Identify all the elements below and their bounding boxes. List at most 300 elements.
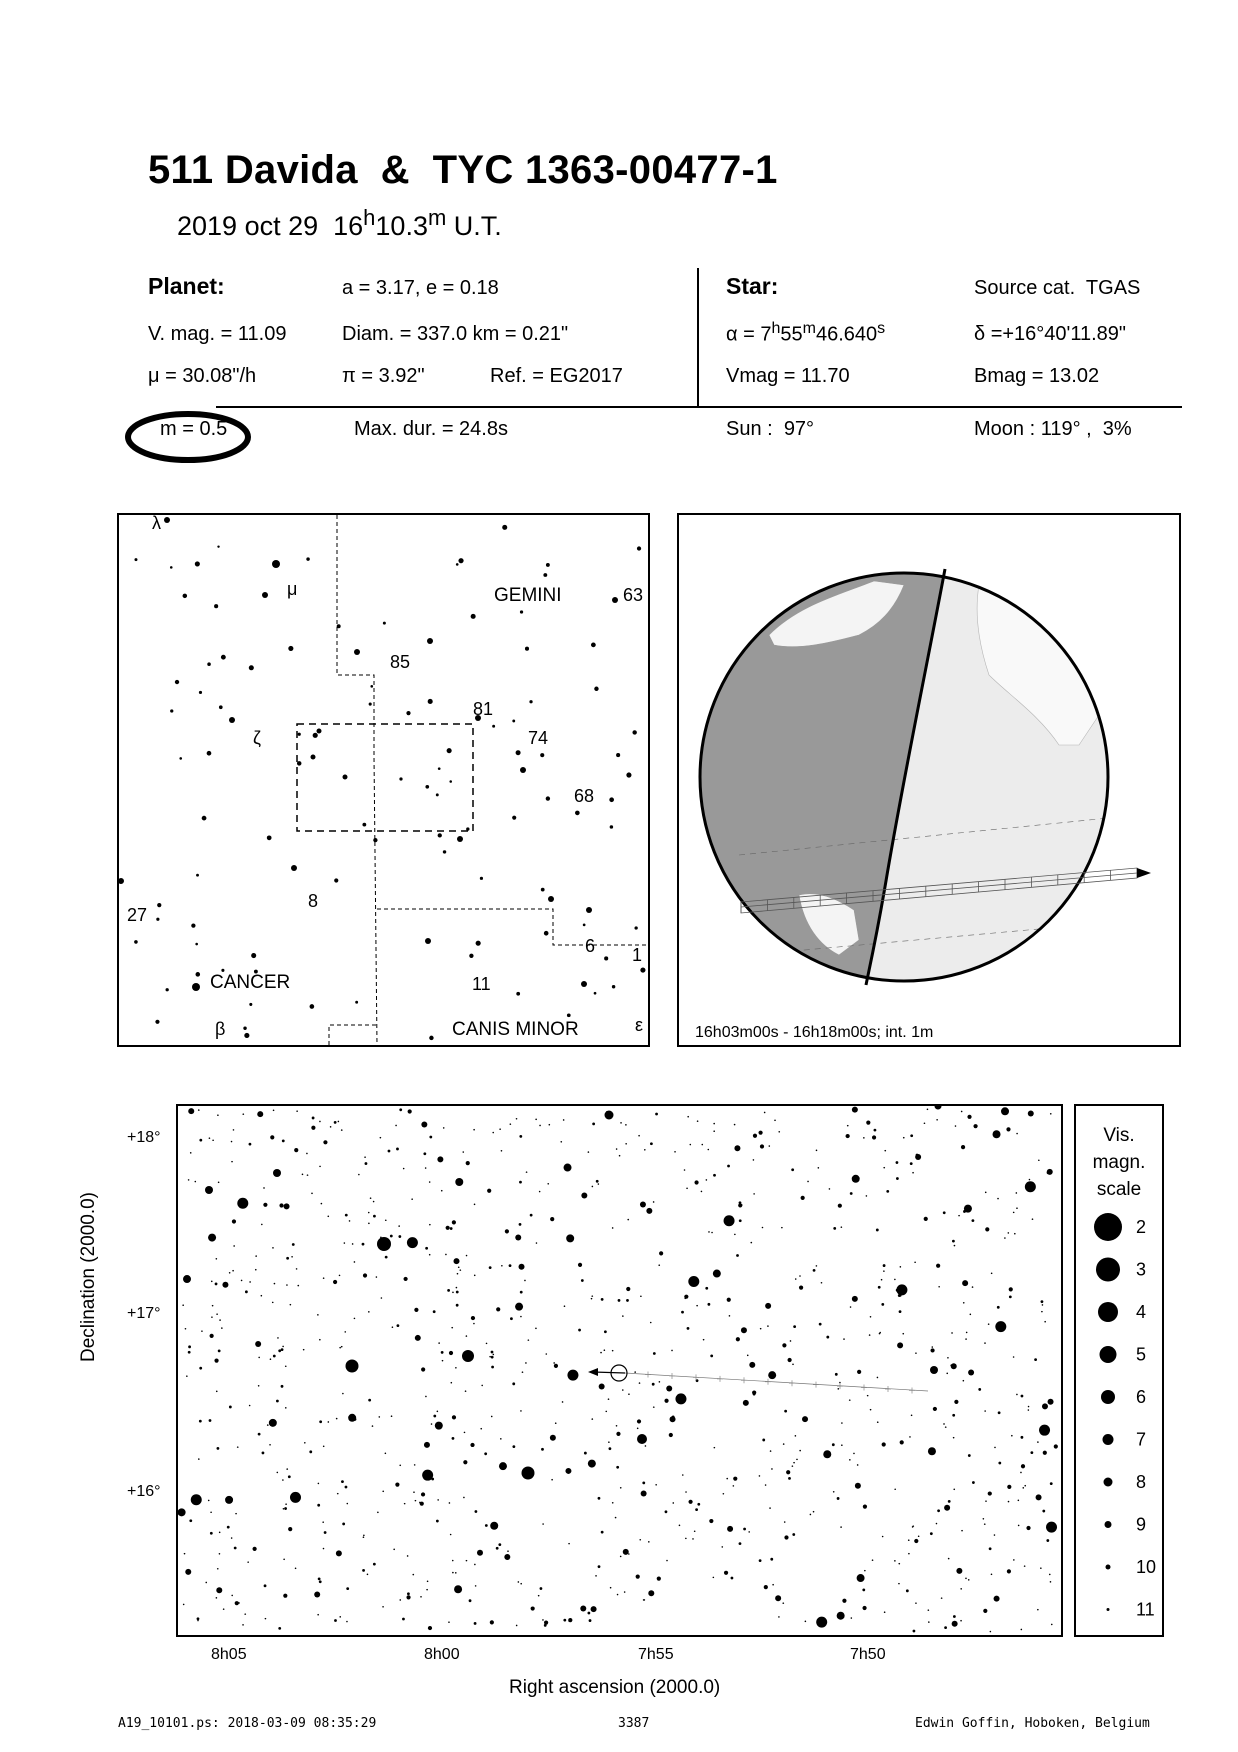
field-star <box>312 1117 315 1120</box>
field-star <box>209 1137 211 1139</box>
field-star <box>961 1530 963 1532</box>
field-star <box>653 1406 655 1408</box>
finder-star <box>243 1027 246 1030</box>
finder-star <box>425 938 431 944</box>
finder-star <box>640 968 645 973</box>
path-direction-arrow <box>1137 868 1151 878</box>
field-star <box>639 1382 641 1384</box>
field-star <box>821 1282 823 1284</box>
field-star <box>233 1245 235 1247</box>
field-star <box>852 1296 858 1302</box>
field-star <box>311 1126 315 1130</box>
field-star <box>1016 1394 1018 1396</box>
path-time-mark <box>645 1372 651 1378</box>
field-star <box>450 1534 452 1536</box>
field-star <box>1040 1567 1042 1569</box>
field-star <box>598 1183 600 1185</box>
field-star <box>263 1187 265 1189</box>
field-star <box>620 1487 622 1489</box>
finder-star <box>196 874 199 877</box>
star-vmag: Vmag = 11.70 <box>726 365 850 387</box>
field-star <box>491 1356 494 1359</box>
field-star <box>694 1530 696 1532</box>
field-star <box>637 1428 639 1430</box>
field-star <box>317 1614 319 1616</box>
finder-star <box>591 642 596 647</box>
field-star <box>186 1375 188 1377</box>
field-star <box>741 1327 747 1333</box>
field-star <box>362 1569 365 1572</box>
field-star <box>578 1263 582 1267</box>
field-star <box>626 1287 630 1291</box>
field-star <box>457 1273 459 1275</box>
field-star <box>283 1594 287 1598</box>
field-star <box>235 1513 237 1515</box>
field-star <box>538 1595 540 1597</box>
field-star <box>211 1316 213 1318</box>
field-star <box>542 1523 544 1525</box>
field-star <box>924 1217 928 1221</box>
field-star <box>707 1303 710 1306</box>
field-star <box>338 1121 340 1123</box>
field-star <box>352 1243 354 1245</box>
field-star <box>941 1597 943 1599</box>
field-star <box>616 1425 618 1427</box>
field-star <box>782 1602 784 1604</box>
field-star <box>985 1500 987 1502</box>
finder-star <box>298 733 301 736</box>
field-star <box>652 1383 655 1386</box>
field-star <box>446 1226 450 1230</box>
field-star <box>796 1459 798 1461</box>
field-star <box>427 1580 429 1582</box>
field-star <box>734 1234 736 1236</box>
field-star <box>948 1558 950 1560</box>
finder-star <box>313 733 318 738</box>
finder-star <box>355 1001 358 1004</box>
field-star <box>936 1119 938 1121</box>
finder-star <box>544 931 549 936</box>
field-star <box>801 1196 805 1200</box>
field-star <box>218 1349 221 1352</box>
field-star <box>684 1169 686 1171</box>
field-star <box>995 1321 1006 1332</box>
field-star <box>474 1564 476 1566</box>
field-star <box>216 1391 218 1393</box>
field-star <box>1020 1472 1022 1474</box>
field-star <box>1006 1127 1010 1131</box>
field-star <box>701 1144 703 1146</box>
field-star <box>309 1450 312 1453</box>
field-star <box>342 1393 344 1395</box>
field-star <box>223 1608 225 1610</box>
field-star <box>659 1251 663 1255</box>
field-star <box>452 1437 455 1440</box>
field-star <box>234 1547 237 1550</box>
field-star <box>568 1543 570 1545</box>
field-star <box>612 1502 614 1504</box>
field-star <box>373 1215 376 1218</box>
field-star <box>799 1450 801 1452</box>
field-star <box>349 1220 351 1222</box>
field-star <box>547 1183 549 1185</box>
field-star <box>685 1491 687 1493</box>
field-star <box>373 1563 376 1566</box>
field-star <box>402 1618 405 1621</box>
field-star <box>793 1325 796 1328</box>
field-star <box>601 1531 604 1534</box>
finder-star <box>529 700 532 703</box>
field-star <box>188 1179 190 1181</box>
field-star <box>670 1416 676 1422</box>
field-star <box>473 1323 475 1325</box>
field-star <box>1025 1181 1036 1192</box>
field-star <box>225 1496 233 1504</box>
field-star <box>626 1299 629 1302</box>
field-star <box>866 1195 868 1197</box>
field-star <box>931 1346 933 1348</box>
field-star <box>625 1143 627 1145</box>
field-star <box>688 1276 699 1287</box>
planet-vmag: V. mag. = 11.09 <box>148 323 287 345</box>
field-star <box>1009 1295 1012 1298</box>
field-star <box>318 1577 321 1580</box>
scale-label-2: 2 <box>1136 1217 1147 1237</box>
field-star <box>481 1385 483 1387</box>
field-star <box>936 1523 938 1525</box>
label-mu: μ <box>287 579 298 599</box>
scale-label-4: 4 <box>1136 1302 1147 1322</box>
scale-dot-10 <box>1106 1565 1111 1570</box>
field-star <box>288 1527 292 1531</box>
finder-star <box>546 796 550 800</box>
field-star <box>363 1273 367 1277</box>
field-star <box>604 1330 607 1333</box>
field-star <box>842 1599 846 1603</box>
field-star <box>877 1377 879 1379</box>
finder-star <box>581 981 587 987</box>
field-star <box>588 1460 596 1468</box>
field-star <box>420 1502 424 1506</box>
scale-label-10: 10 <box>1136 1557 1157 1577</box>
field-star <box>563 1119 565 1121</box>
field-star <box>840 1526 842 1528</box>
field-star <box>896 1177 899 1180</box>
field-star <box>364 1156 366 1158</box>
field-star <box>726 1478 728 1480</box>
field-star <box>522 1371 524 1373</box>
field-star <box>183 1275 191 1283</box>
field-star <box>285 1407 287 1409</box>
field-star <box>553 1362 555 1364</box>
field-star <box>799 1286 803 1290</box>
field-star <box>512 1382 515 1385</box>
field-star <box>448 1621 450 1623</box>
field-star <box>894 1560 896 1562</box>
field-star <box>759 1559 762 1562</box>
field-star <box>540 1587 543 1590</box>
field-star <box>449 1351 453 1355</box>
field-star <box>669 1433 673 1437</box>
field-star <box>322 1521 324 1523</box>
field-star <box>951 1363 957 1369</box>
label-85: 85 <box>390 652 411 672</box>
field-star <box>463 1497 465 1499</box>
field-star <box>636 1574 640 1578</box>
field-star <box>961 1145 965 1149</box>
field-star <box>967 1115 971 1119</box>
field-star <box>189 1519 192 1522</box>
field-star <box>829 1188 831 1190</box>
field-star <box>659 1381 661 1383</box>
field-star <box>519 1223 522 1226</box>
field-star <box>616 1148 618 1150</box>
finder-star <box>610 825 613 828</box>
field-star <box>783 1443 785 1445</box>
field-star <box>336 1418 338 1420</box>
constellation-canis-minor: CANIS MINOR <box>452 1019 579 1040</box>
field-star <box>684 1295 688 1299</box>
finder-star <box>202 816 207 821</box>
field-star <box>545 1353 547 1355</box>
field-star <box>501 1265 503 1267</box>
field-star <box>1036 1494 1042 1500</box>
asteroid-path <box>588 1365 928 1393</box>
finder-star <box>425 785 429 789</box>
field-star <box>952 1621 958 1627</box>
field-star <box>492 1132 494 1134</box>
field-star <box>237 1198 248 1209</box>
field-star <box>377 1512 379 1514</box>
field-star <box>637 1419 641 1423</box>
field-star <box>408 1109 412 1113</box>
field-star <box>918 1535 920 1537</box>
field-star <box>398 1235 401 1238</box>
field-star <box>450 1227 453 1230</box>
field-star <box>884 1150 886 1152</box>
finder-star <box>512 816 516 820</box>
field-star <box>362 1243 365 1246</box>
field-star <box>900 1266 902 1268</box>
field-star <box>733 1477 737 1481</box>
field-star <box>188 1345 191 1348</box>
field-star <box>760 1328 762 1330</box>
field-star <box>618 1299 621 1302</box>
field-star <box>816 1265 818 1267</box>
field-star <box>705 1287 708 1290</box>
field-star <box>770 1450 772 1452</box>
finder-star <box>458 558 463 563</box>
field-star <box>216 1597 218 1599</box>
field-star <box>612 1227 614 1229</box>
field-star <box>1050 1113 1052 1115</box>
field-star <box>968 1579 970 1581</box>
field-star <box>764 1112 766 1114</box>
field-star <box>591 1418 593 1420</box>
field-star <box>425 1247 428 1250</box>
field-star <box>674 1151 676 1153</box>
field-star <box>231 1595 233 1597</box>
field-star <box>963 1380 965 1382</box>
field-star <box>319 1420 322 1423</box>
field-star <box>321 1203 323 1205</box>
field-star <box>768 1371 776 1379</box>
field-star <box>610 1587 612 1589</box>
field-star <box>792 1465 794 1467</box>
field-star <box>767 1325 769 1327</box>
field-star-bright <box>637 1434 647 1444</box>
finder-star <box>291 865 297 871</box>
field-star <box>664 1399 668 1403</box>
field-star <box>937 1509 940 1512</box>
finder-star <box>214 604 218 608</box>
field-star <box>388 1150 391 1153</box>
field-star <box>883 1270 885 1272</box>
field-star <box>598 1497 601 1500</box>
field-star <box>396 1148 399 1151</box>
field-star <box>456 1287 458 1289</box>
field-star <box>261 1224 263 1226</box>
field-star <box>580 1605 586 1611</box>
path-time-mark <box>885 1386 891 1392</box>
field-star <box>983 1609 987 1613</box>
star-heading: Star: <box>726 273 779 299</box>
field-star <box>876 1229 879 1232</box>
field-star <box>524 1280 526 1282</box>
footer-author: Edwin Goffin, Hoboken, Belgium <box>915 1716 1150 1731</box>
path-time-mark <box>741 1377 747 1383</box>
finder-star <box>541 888 545 892</box>
label-81: 81 <box>473 699 494 719</box>
field-star <box>385 1256 388 1259</box>
field-star <box>249 1143 252 1146</box>
finder-star <box>525 647 529 651</box>
scale-label-7: 7 <box>1136 1429 1147 1450</box>
finder-star <box>183 594 188 599</box>
field-star <box>490 1620 494 1624</box>
field-star <box>330 1126 332 1128</box>
scale-dot-2 <box>1094 1213 1122 1241</box>
field-star <box>963 1302 965 1304</box>
field-star <box>985 1227 989 1231</box>
field-star <box>385 1452 387 1454</box>
finder-star <box>548 896 554 902</box>
field-star <box>319 1121 321 1123</box>
field-star <box>1043 1451 1047 1455</box>
field-star <box>219 1532 221 1534</box>
field-star <box>348 1414 356 1422</box>
finder-star <box>594 687 598 691</box>
field-star <box>284 1203 290 1209</box>
field-star <box>713 1577 715 1579</box>
finder-star <box>221 655 226 660</box>
field-star <box>490 1522 498 1530</box>
finder-star <box>476 941 481 946</box>
field-star <box>493 1354 495 1356</box>
field-star <box>284 1507 287 1510</box>
path-time-mark <box>717 1376 723 1382</box>
field-star <box>217 1568 219 1570</box>
field-star <box>762 1439 765 1442</box>
field-star <box>346 1503 348 1505</box>
field-star <box>276 1400 279 1403</box>
x-tick-8h00: 8h00 <box>424 1646 460 1663</box>
field-star <box>406 1595 410 1599</box>
field-star <box>212 1139 214 1141</box>
field-star <box>385 1219 387 1221</box>
finder-star <box>155 1020 159 1024</box>
finder-star <box>612 597 618 603</box>
field-star <box>697 1120 699 1122</box>
field-star <box>743 1528 746 1531</box>
field-star <box>368 1212 370 1214</box>
field-star <box>215 1283 218 1286</box>
field-star <box>723 1493 725 1495</box>
field-star <box>788 1477 791 1480</box>
field-star <box>962 1280 968 1286</box>
field-star <box>341 1129 343 1131</box>
field-star <box>294 1148 298 1152</box>
field-star <box>323 1140 327 1144</box>
field-star <box>946 1373 948 1375</box>
field-star <box>560 1141 562 1143</box>
field-star <box>231 1537 233 1539</box>
field-star <box>928 1621 930 1623</box>
field-star <box>454 1585 462 1593</box>
field-star <box>908 1553 910 1555</box>
field-star <box>339 1275 341 1277</box>
field-star <box>869 1334 871 1336</box>
field-star <box>1034 1358 1037 1361</box>
field-star <box>902 1333 904 1335</box>
field-star <box>615 1517 617 1519</box>
field-star <box>864 1570 866 1572</box>
x-tick-8h05: 8h05 <box>211 1646 247 1663</box>
field-star <box>477 1550 483 1556</box>
field-star <box>1004 1237 1006 1239</box>
field-star <box>989 1547 992 1550</box>
field-star <box>988 1491 992 1495</box>
field-star <box>480 1428 482 1430</box>
field-star <box>219 1319 221 1321</box>
field-star <box>943 1423 945 1425</box>
field-star-bright <box>462 1350 474 1362</box>
field-star <box>455 1178 463 1186</box>
field-star <box>194 1181 196 1183</box>
field-star <box>244 1613 246 1615</box>
field-star <box>587 1612 590 1615</box>
finder-star <box>164 517 170 523</box>
field-star <box>729 1315 731 1317</box>
field-star <box>608 1398 610 1400</box>
field-star <box>486 1343 488 1345</box>
field-star <box>421 1367 425 1371</box>
scale-dot-3 <box>1096 1258 1120 1282</box>
field-star <box>550 1217 554 1221</box>
finder-star <box>373 838 377 842</box>
finder-star <box>429 1036 433 1040</box>
field-star <box>911 1415 913 1417</box>
field-star <box>772 1584 774 1586</box>
field-star <box>906 1589 909 1592</box>
field-star <box>835 1373 838 1376</box>
field-star <box>470 1443 474 1447</box>
field-star <box>1028 1406 1030 1408</box>
field-star <box>841 1226 843 1228</box>
field-star <box>1050 1482 1053 1485</box>
field-star <box>666 1560 668 1562</box>
field-star <box>930 1532 933 1535</box>
